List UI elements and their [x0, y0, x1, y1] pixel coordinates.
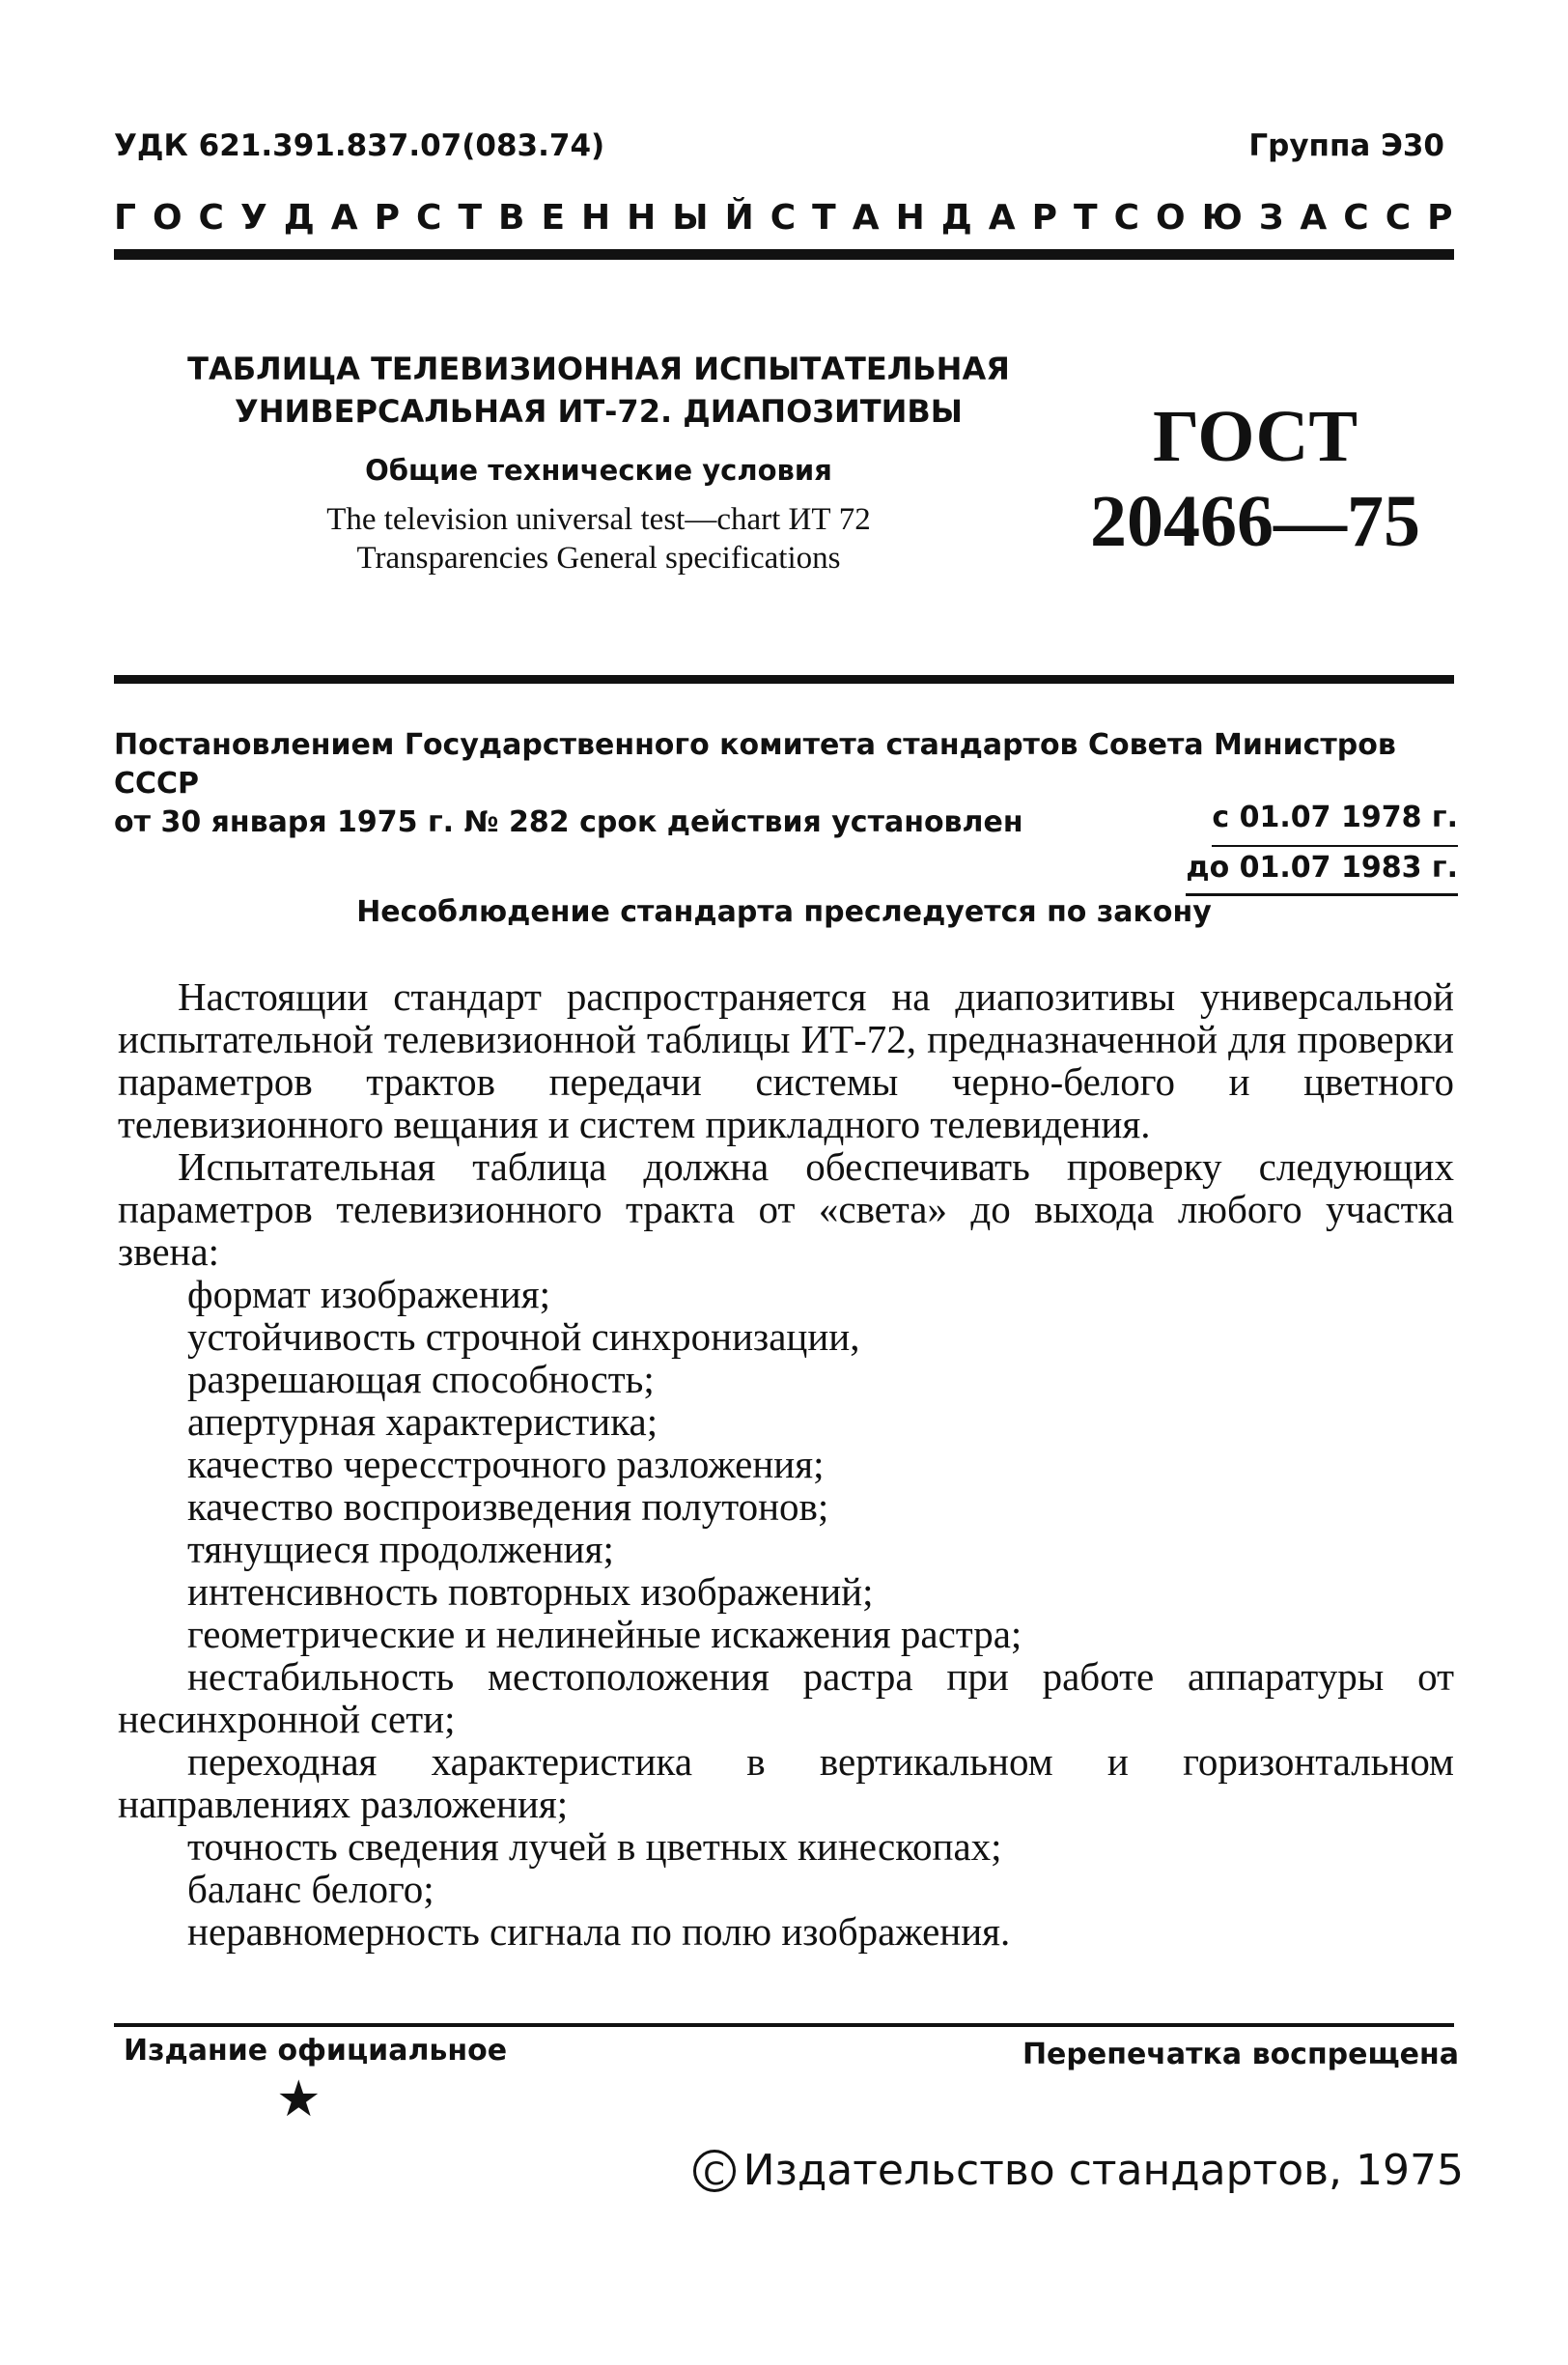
heading-word: СТАНДАРТ: [770, 198, 1114, 238]
title-english: [116, 500, 1081, 577]
title-line: ТАБЛИЦА ТЕЛЕВИЗИОННАЯ ИСПЫТАТЕЛЬНАЯ: [187, 351, 1010, 387]
parameter-list: [118, 1273, 1454, 1953]
list-item: качество воспроизведения полутонов;: [187, 1484, 829, 1529]
decree-line: Постановлением Государственного комитета стандартов Совета Министров СССР: [114, 728, 1396, 801]
list-item: неравномерность сигнала по полю изображения.: [187, 1909, 1011, 1954]
copyright-icon: C: [693, 2150, 736, 2192]
list-item: геометрические и нелинейные искажения растра;: [187, 1612, 1022, 1656]
decree-line: от 30 января 1975 г. № 282 срок действия установлен: [114, 805, 1023, 839]
date-to: до 01.07 1983 г.: [1186, 847, 1458, 896]
copyright-text: Издательство стандартов, 1975: [742, 2146, 1464, 2195]
top-divider: [114, 249, 1454, 260]
paragraph: Испытательная таблица должна обеспечивать проверку следующих параметров телевизионного тракта от «света» до выхода любого участка звена:: [118, 1144, 1454, 1274]
date-from: с 01.07 1978 г.: [1212, 797, 1458, 847]
subtitle-russian: Общие технические условия: [365, 454, 832, 487]
list-item: разрешающая способность;: [187, 1357, 655, 1401]
star-icon: ★: [276, 2070, 322, 2128]
state-standard-heading: [114, 198, 1470, 238]
gost-label: ГОСТ: [1152, 396, 1358, 477]
list-item: интенсивность повторных изображений;: [187, 1569, 874, 1614]
list-item: баланс белого;: [187, 1867, 434, 1911]
edition-label: Издание официальное: [124, 2034, 508, 2068]
list-item: формат изображения;: [187, 1272, 550, 1316]
body-text: [118, 975, 1454, 1953]
list-item: переходная характеристика в вертикальном и горизонтальном направлениях разложения;: [118, 1739, 1454, 1826]
penalty-notice: Несоблюдение стандарта преследуется по закону: [356, 895, 1212, 929]
title-line: УНИВЕРСАЛЬНАЯ ИТ-72. ДИАПОЗИТИВЫ: [235, 393, 963, 430]
udk-code: УДК 621.391.837.07(083.74): [114, 128, 605, 163]
list-item: тянущиеся продолжения;: [187, 1527, 614, 1571]
paragraph: Настоящии стандарт распространяется на диапозитивы универсальной испытательной телевизионной таблицы ИТ-72, предназначенной для проверки параметров трактов передачи системы черно-белого и цветного телевизионного вещания и систем прикладного телевидения.: [118, 974, 1454, 1146]
gost-number-block: [1081, 394, 1429, 564]
copyright-line: [693, 2146, 1464, 2195]
group-code: Группа Э30: [1248, 128, 1444, 163]
list-item: качество чересстрочного разложения;: [187, 1442, 825, 1486]
bottom-divider: [114, 2023, 1454, 2027]
reprint-notice: Перепечатка воспрещена: [1022, 2038, 1459, 2071]
list-item: точность сведения лучей в цветных кинескопах;: [187, 1824, 1002, 1869]
title-english-line: The television universal test—chart ИТ 72: [326, 502, 871, 537]
list-item: апертурная характеристика;: [187, 1399, 658, 1444]
title-russian: [116, 348, 1081, 433]
heading-word: ССР: [1343, 198, 1470, 238]
list-item: устойчивость строчной синхронизации,: [187, 1314, 860, 1359]
gost-number: 20466—75: [1090, 481, 1420, 562]
title-english-line: Transparencies General specifications: [356, 541, 841, 576]
list-item: нестабильность местоположения растра при работе аппаратуры от несинхронной сети;: [118, 1654, 1454, 1741]
document-title-block: [116, 348, 1081, 577]
heading-word: ГОСУДАРСТВЕННЫЙ: [114, 198, 770, 238]
heading-word: СОЮЗА: [1113, 198, 1344, 238]
middle-divider: [114, 675, 1454, 684]
validity-dates: [1186, 797, 1458, 896]
